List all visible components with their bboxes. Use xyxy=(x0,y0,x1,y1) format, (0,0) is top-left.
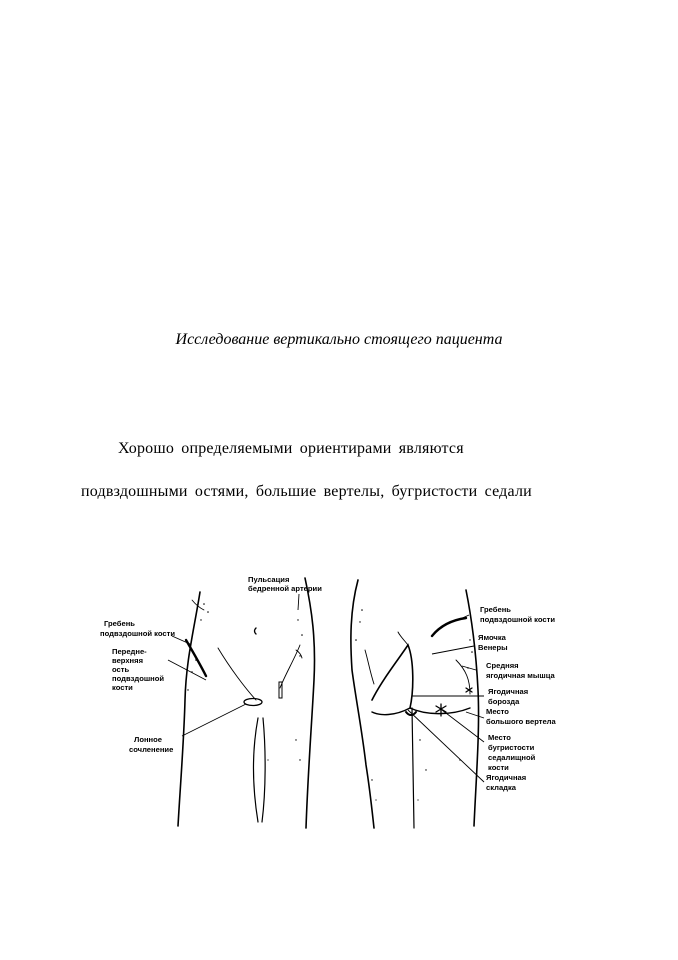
label-iliac-crest-left-2: подвздошной кости xyxy=(100,629,176,638)
stipple-shading xyxy=(187,603,473,800)
label-iliac-crest-left-1: Гребень xyxy=(104,619,135,628)
front-left-outline xyxy=(178,592,200,826)
label-venus-dimple-2: Венеры xyxy=(478,643,508,652)
label-symphysis-2: сочленение xyxy=(129,745,174,754)
back-left-outline xyxy=(351,580,374,828)
label-gluteus-medius-1: Средняя xyxy=(486,661,519,670)
label-ischial-2: бугристости xyxy=(488,743,535,752)
label-asis-3: ость xyxy=(112,665,130,674)
label-gluteal-furrow-2: борозда xyxy=(488,697,520,706)
label-femoral-pulse-1: Пульсация xyxy=(248,575,290,584)
label-gluteus-medius-2: ягодичная мышца xyxy=(486,671,555,680)
label-trochanter-2: большого вертела xyxy=(486,717,556,726)
label-ischial-1: Место xyxy=(488,733,511,742)
label-iliac-crest-right-2: подвздошной кости xyxy=(480,615,556,624)
label-trochanter-1: Место xyxy=(486,707,509,716)
paragraph-line-1: Хорошо определяемыми ориентирами являются xyxy=(118,440,464,457)
leader-lines xyxy=(168,594,484,782)
label-gluteal-fold-1: Ягодичная xyxy=(486,773,527,782)
section-heading: Исследование вертикально стоящего пациента xyxy=(175,331,503,348)
front-right-outline xyxy=(305,578,315,828)
left-buttock xyxy=(372,645,413,708)
front-inner-leg-2 xyxy=(262,718,265,822)
front-view-body xyxy=(178,578,315,828)
label-venus-dimple-1: Ямочка xyxy=(478,633,506,642)
label-femoral-pulse-2: бедренной артерии xyxy=(248,584,322,593)
label-asis-4: подвздошной xyxy=(112,674,165,683)
label-asis-1: Передне- xyxy=(112,647,147,656)
trochanter-marker xyxy=(466,688,472,692)
label-gluteal-furrow-1: Ягодичная xyxy=(488,687,529,696)
paragraph-line-2: подвздошными остями, большие вертелы, бугристости седали xyxy=(81,483,532,500)
label-symphysis-1: Лонное xyxy=(134,735,163,744)
anatomy-figure xyxy=(95,568,585,830)
label-asis-5: кости xyxy=(112,683,133,692)
front-inner-leg xyxy=(254,718,259,822)
back-right-outline xyxy=(466,590,479,826)
back-view-body xyxy=(351,580,479,828)
label-iliac-crest-right-1: Гребень xyxy=(480,605,511,614)
back-inner-leg xyxy=(412,708,414,828)
label-gluteal-fold-2: складка xyxy=(486,783,517,792)
label-ischial-3: седалищной xyxy=(488,753,536,762)
label-asis-2: верхняя xyxy=(112,656,144,665)
figure-labels xyxy=(100,575,557,792)
label-ischial-4: кости xyxy=(488,763,509,772)
back-iliac-crest xyxy=(432,618,466,636)
